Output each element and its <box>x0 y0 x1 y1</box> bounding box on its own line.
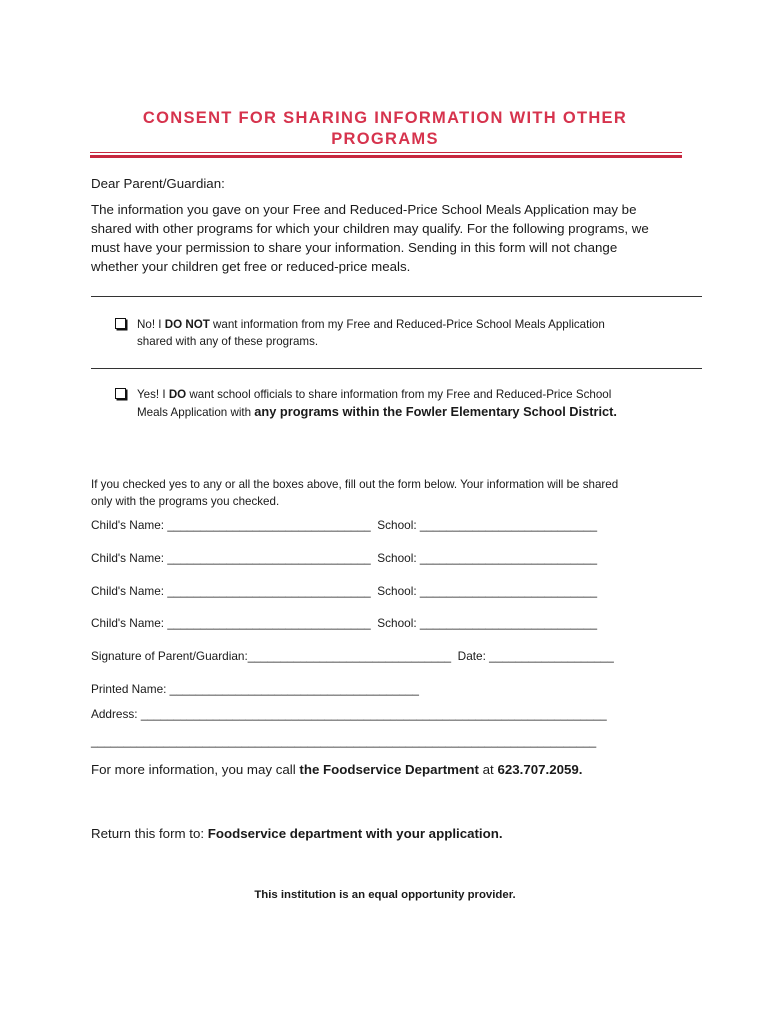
address-field-continued[interactable]: _____________________________________________________________________________ <box>91 734 597 748</box>
child-name-row-3[interactable]: Child's Name: _______________________________ School: ___________________________ <box>91 584 598 598</box>
instructions <box>91 476 691 510</box>
title-line-1: CONSENT FOR SHARING INFORMATION WITH OTHER <box>142 109 628 127</box>
intro-line: whether your children get free or reduced-price meals. <box>91 259 411 274</box>
signature-row[interactable]: Signature of Parent/Guardian:_______________________________ Date: ___________________ <box>91 649 614 663</box>
child-name-row-1[interactable]: Child's Name: _______________________________ School: ___________________________ <box>91 518 598 532</box>
return-prefix: Return this form to: <box>91 826 208 841</box>
divider <box>91 296 702 297</box>
option-yes <box>115 386 695 421</box>
option-no-rest: want information from my Free and Reduced-Price School Meals Application <box>209 318 605 331</box>
option-no-prefix: No! I <box>137 318 165 331</box>
option-yes-text <box>137 386 695 421</box>
intro-line: shared with other programs for which your children may qualify. For the following programs, we <box>91 221 649 236</box>
option-no-emph: DO NOT <box>164 318 210 331</box>
greeting: Dear Parent/Guardian: <box>91 176 225 191</box>
contact-phone: 623.707.2059. <box>497 762 583 777</box>
intro-paragraph <box>91 200 691 276</box>
equal-opportunity-statement: This institution is an equal opportunity provider. <box>254 889 516 901</box>
child-name-row-4[interactable]: Child's Name: _______________________________ School: ___________________________ <box>91 616 598 630</box>
title-rule-thick <box>90 155 682 158</box>
yes-checkbox[interactable] <box>115 388 126 399</box>
option-no-text <box>137 316 695 350</box>
address-field[interactable]: Address: _______________________________________________________________________ <box>91 707 607 721</box>
intro-line: The information you gave on your Free and Reduced-Price School Meals Application may be <box>91 202 637 217</box>
contact-middle: at <box>478 762 498 777</box>
no-checkbox[interactable] <box>115 318 126 329</box>
option-no-line2: shared with any of these programs. <box>137 335 319 348</box>
title-rule-thin <box>90 152 682 153</box>
contact-prefix: For more information, you may call <box>91 762 300 777</box>
intro-line: must have your permission to share your information. Sending in this form will not change <box>91 240 618 255</box>
return-target: Foodservice department with your application. <box>207 826 503 841</box>
option-yes-prefix: Yes! I <box>137 388 169 401</box>
child-name-row-2[interactable]: Child's Name: _______________________________ School: ___________________________ <box>91 551 598 565</box>
divider <box>91 368 702 369</box>
instructions-line-1: If you checked yes to any or all the boxes above, fill out the form below. Your information will be shared <box>91 478 619 491</box>
contact-department: the Foodservice Department <box>299 762 479 777</box>
page-title <box>90 108 680 150</box>
option-yes-line2-emph: any programs within the Fowler Elementary School District. <box>254 404 617 419</box>
return-info <box>91 826 503 841</box>
option-yes-emph: DO <box>168 388 187 401</box>
option-yes-rest: want school officials to share information from my Free and Reduced-Price School <box>186 388 612 401</box>
title-line-2: PROGRAMS <box>331 130 439 148</box>
instructions-line-2: only with the programs you checked. <box>91 495 280 508</box>
contact-info <box>91 762 582 777</box>
printed-name-field[interactable]: Printed Name: ______________________________________ <box>91 682 419 696</box>
option-yes-line2-start: Meals Application with <box>137 406 255 419</box>
option-no <box>115 316 695 350</box>
